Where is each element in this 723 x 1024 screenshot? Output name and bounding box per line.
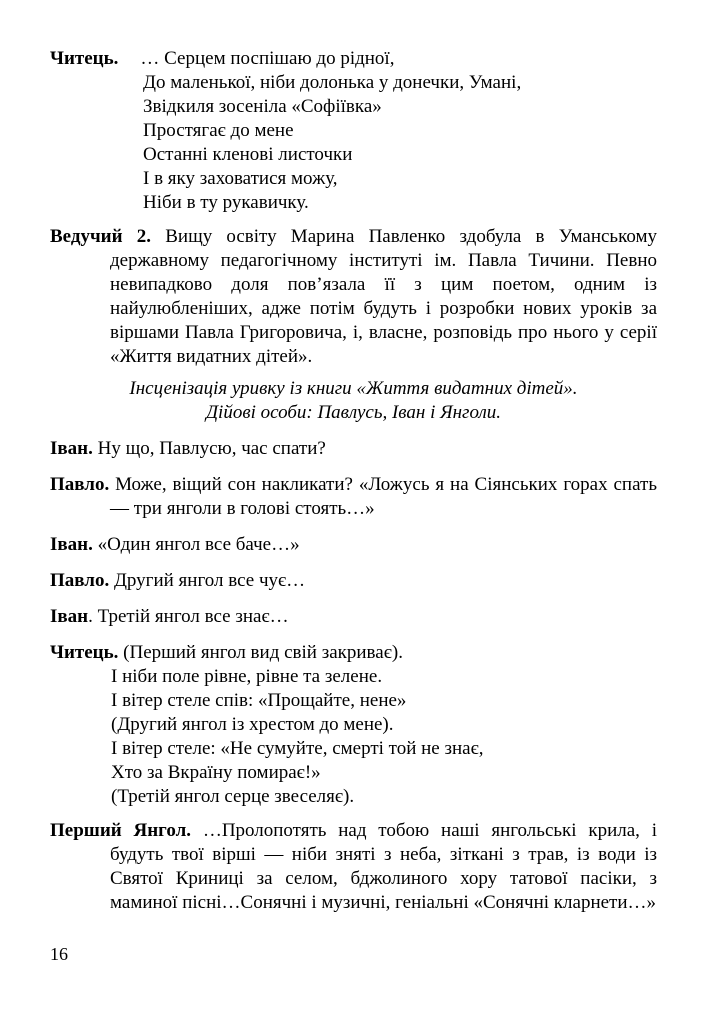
speaker-label: Іван. — [50, 534, 93, 555]
verse-line: Простягає до мене — [143, 120, 294, 141]
paragraph-text: …Пролопотять над тобою наші янгольські крила, і будуть твої вірші — ніби зняті з неба, зіткані з трав, із води із Святої Криниці за селом, бджолиного хору татової пасіки, з маминої пісні…Сонячні і музичні, геніальні «Сонячні кларнети…» — [110, 820, 658, 913]
verse-line: Ніби в ту рукавичку. — [143, 192, 309, 213]
verse-line: До маленької, ніби долонька у донечки, Умані, — [143, 72, 522, 93]
verse-line: І вітер стеле спів: «Прощайте, нене» — [111, 690, 407, 711]
page-number: 16 — [50, 944, 68, 964]
speaker-label: Читець. — [50, 642, 119, 663]
speaker-label: Читець. — [50, 48, 119, 69]
verse-line: Читець. (Перший янгол вид свій закриває). — [50, 642, 403, 663]
stage-line: Дійові особи: Павлусь, Іван і Янголи. — [205, 402, 502, 423]
stage-line: Інсценізація уривку із книги «Життя видатних дітей». — [129, 378, 578, 399]
host2-paragraph — [50, 225, 657, 369]
dialogue-line: Іван. Ну що, Павлусю, час спати? — [50, 438, 326, 459]
verse-line: Останні кленові листочки — [143, 144, 353, 165]
dialogue-line: Іван. Третій янгол все знає… — [50, 606, 289, 627]
verse-line: І в яку заховатися можу, — [143, 168, 338, 189]
verse-line: (Третій янгол серце звеселяє). — [111, 786, 355, 807]
dialogue-line: Павло. Другий янгол все чує… — [50, 570, 306, 591]
speaker-label: Павло. — [50, 474, 110, 495]
verse-line: І вітер стеле: «Не сумуйте, смерті той не знає, — [111, 738, 484, 759]
verse-line: Читець. … Серцем поспішаю до рідної, — [50, 48, 395, 69]
dialogue-line: Павло. Може, віщий сон накликати? «Ложусь я на Сіянських горах спать — три янголи в голові стоять…» — [50, 474, 657, 519]
verse-line: Хто за Вкраїну помирає!» — [111, 762, 321, 783]
verse-line: (Другий янгол із хрестом до мене). — [111, 714, 394, 735]
speaker-label: Перший Янгол. — [50, 820, 191, 841]
verse-line: І ніби поле рівне, рівне та зелене. — [111, 666, 383, 687]
speaker-label: Іван. — [50, 438, 93, 459]
verse-line: Звідкиля зосеніла «Софіївка» — [143, 96, 382, 117]
speaker-label: Павло. — [50, 570, 110, 591]
reader-verse-2 — [50, 641, 657, 809]
page-body — [50, 47, 657, 925]
paragraph-text: Вищу освіту Марина Павленко здобула в Уманському державному педагогічному інституті ім. Павла Тичини. Певно невипадково доля пов’язала її з цим поетом, одним із найулюбленіших, адже потім будуть і розробки нових уроків за віршами Павла Григоровича, і, власне, розповідь про нього у серії «Життя видатних дітей». — [110, 226, 658, 367]
reader-verse-1 — [50, 47, 657, 215]
stage-direction — [50, 377, 657, 425]
speaker-label: Іван — [50, 606, 89, 627]
angel1-paragraph — [50, 819, 657, 915]
speaker-label: Ведучий 2. — [50, 226, 152, 247]
dialogue-line: Іван. «Один янгол все баче…» — [50, 534, 300, 555]
